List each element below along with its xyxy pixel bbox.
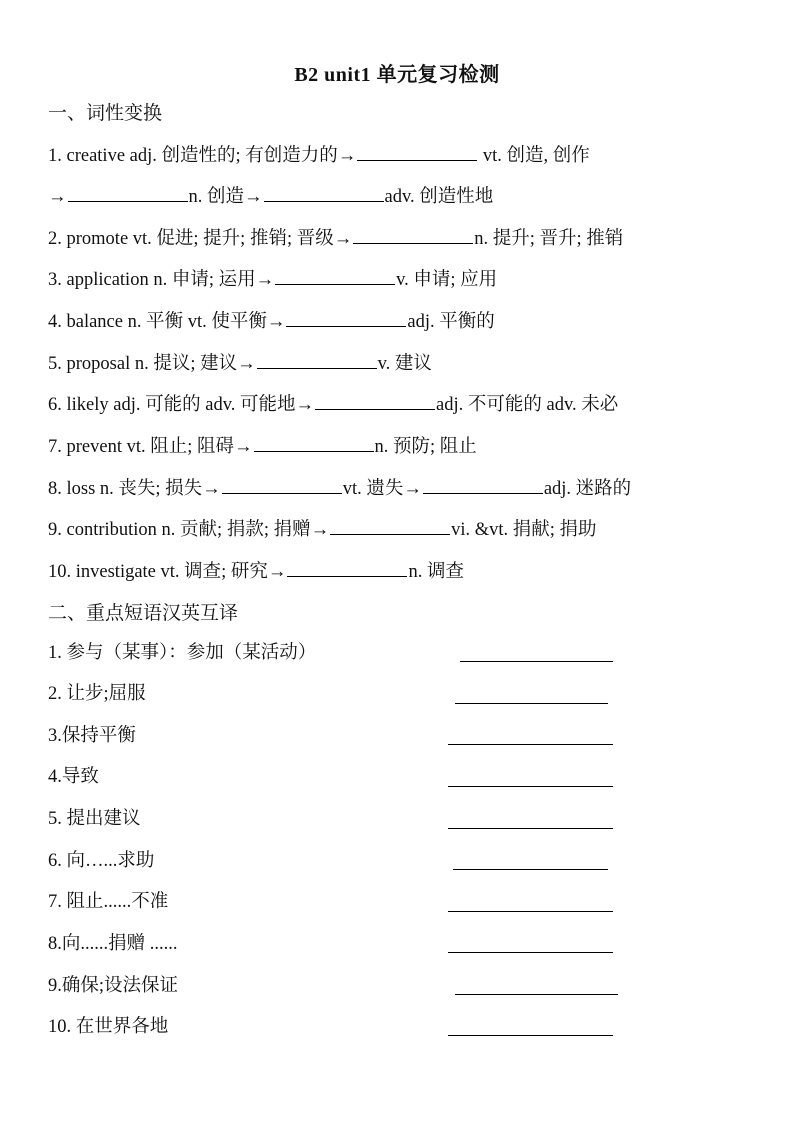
word-form-item-9: [48, 516, 597, 542]
item-text: 5. proposal n. 提议; 建议→: [48, 354, 256, 374]
item-text: 9. contribution n. 贡献; 捐款; 捐赠→: [48, 520, 330, 540]
answer-blank[interactable]: [315, 391, 435, 410]
answer-blank[interactable]: [453, 869, 608, 870]
phrase-item-5: 5. 提出建议: [48, 809, 141, 829]
item-text: 10. investigate vt. 调查; 研究→: [48, 562, 287, 582]
section-heading-phrase-translation: 二、重点短语汉英互译: [48, 603, 239, 624]
answer-blank[interactable]: [286, 308, 406, 327]
answer-blank[interactable]: [460, 661, 613, 662]
answer-blank[interactable]: [275, 266, 395, 285]
item-text: adv. 创造性地: [384, 187, 494, 207]
word-form-item-7: [48, 433, 477, 459]
phrase-item-2: 2. 让步;屈服: [48, 684, 146, 704]
phrase-item-6: 6. 向…...求助: [48, 851, 155, 871]
item-text: n. 提升; 晋升; 推销: [474, 229, 624, 249]
item-text: 7. prevent vt. 阻止; 阻碍→: [48, 437, 253, 457]
section-heading-word-forms: 一、词性变换: [48, 103, 163, 124]
item-text: vt. 创造, 创作: [478, 146, 590, 166]
word-form-item-8: [48, 475, 631, 501]
answer-blank[interactable]: [254, 433, 374, 452]
item-text: n. 预防; 阻止: [374, 437, 477, 457]
answer-blank[interactable]: [448, 1035, 613, 1036]
phrase-item-10: 10. 在世界各地: [48, 1017, 169, 1037]
item-text: 1. creative adj. 创造性的; 有创造力的→: [48, 146, 357, 166]
item-text: 3. application n. 申请; 运用→: [48, 270, 275, 290]
item-text: 4. balance n. 平衡 vt. 使平衡→: [48, 312, 286, 332]
answer-blank[interactable]: [448, 786, 613, 787]
answer-blank[interactable]: [448, 911, 613, 912]
answer-blank[interactable]: [68, 183, 188, 202]
arrow-text: →: [48, 187, 67, 207]
item-text: adj. 不可能的 adv. 未必: [436, 395, 619, 415]
word-form-item-5: [48, 350, 432, 376]
answer-blank[interactable]: [357, 142, 477, 161]
answer-blank[interactable]: [448, 744, 613, 745]
phrase-item-8: 8.向......捐赠 ......: [48, 934, 178, 954]
word-form-item-1-cont: [48, 183, 493, 209]
answer-blank[interactable]: [257, 350, 377, 369]
answer-blank[interactable]: [330, 516, 450, 535]
word-form-item-1: [48, 142, 590, 168]
word-form-item-2: [48, 225, 623, 251]
answer-blank[interactable]: [353, 225, 473, 244]
word-form-item-4: [48, 308, 495, 334]
phrase-item-7: 7. 阻止......不准: [48, 892, 169, 912]
item-text: v. 申请; 应用: [396, 270, 498, 290]
item-text: 2. promote vt. 促进; 提升; 推销; 晋级→: [48, 229, 353, 249]
item-text: 8. loss n. 丧失; 损失→: [48, 479, 221, 499]
item-text: adj. 平衡的: [407, 312, 495, 332]
answer-blank[interactable]: [264, 183, 384, 202]
answer-blank[interactable]: [448, 828, 613, 829]
item-text: n. 调查: [408, 562, 464, 582]
answer-blank[interactable]: [423, 475, 543, 494]
phrase-item-3: 3.保持平衡: [48, 726, 136, 746]
phrase-item-4: 4.导致: [48, 767, 99, 787]
word-form-item-3: [48, 266, 497, 292]
answer-blank[interactable]: [448, 952, 613, 953]
word-form-item-6: [48, 391, 618, 417]
phrase-item-9: 9.确保;设法保证: [48, 976, 179, 996]
item-text: 6. likely adj. 可能的 adv. 可能地→: [48, 395, 314, 415]
word-form-item-10: [48, 558, 464, 584]
answer-blank[interactable]: [455, 703, 608, 704]
item-text: n. 创造→: [188, 187, 263, 207]
item-text: vi. &vt. 捐献; 捐助: [451, 520, 597, 540]
item-text: v. 建议: [377, 354, 432, 374]
item-text: adj. 迷路的: [543, 479, 632, 499]
phrase-item-1: 1. 参与（某事）：参加（某活动）: [48, 643, 317, 663]
answer-blank[interactable]: [222, 475, 342, 494]
answer-blank[interactable]: [455, 994, 618, 995]
page-title: B2 unit1 单元复习检测: [294, 64, 500, 86]
answer-blank[interactable]: [287, 558, 407, 577]
item-text: vt. 遗失→: [342, 479, 422, 499]
